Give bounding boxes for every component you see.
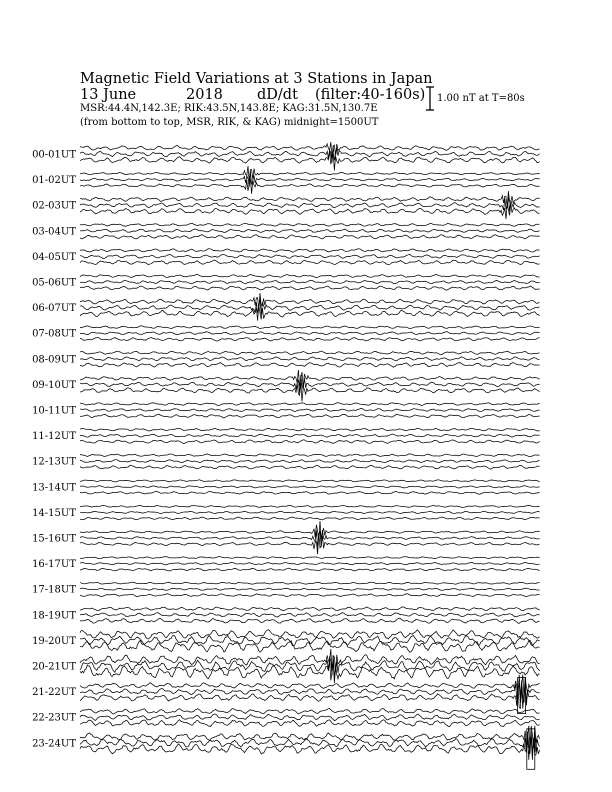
trace-kag [80,491,540,494]
trace-kag [80,235,540,239]
row-label: 14-15UT [32,507,76,519]
trace-rik [80,588,540,590]
trace-rik [80,146,540,162]
trace-rik [80,357,540,361]
trace-rik [80,562,540,564]
row-label: 01-02UT [32,175,76,187]
trace-msr [80,557,540,559]
trace-msr [80,249,540,252]
trace-kag [80,151,540,170]
row-label: 07-08UT [32,328,76,340]
trace-msr [80,428,540,431]
date-year: 2018 [186,87,223,103]
date-day: 13 June [80,87,137,103]
trace-kag [80,738,540,760]
row-label: 21-22UT [32,687,76,699]
trace-msr [80,454,540,457]
quantity-label: dD/dt [257,87,298,103]
row-label: 12-13UT [32,456,76,468]
trace-kag [80,594,540,597]
trace-rik [80,434,540,437]
row-label: 11-12UT [32,431,76,443]
trace-kag [80,414,540,418]
trace-msr [80,191,540,207]
trace-kag [80,661,540,683]
trace-kag [80,337,540,340]
trace-kag [80,533,540,554]
row-label: 00-01UT [32,149,76,161]
trace-rik [80,486,540,488]
trace-msr [80,505,540,507]
trace-rik [80,408,540,411]
scale-bar [426,87,434,110]
row-label: 17-18UT [32,584,76,596]
row-label: 09-10UT [32,379,76,391]
trace-kag [80,568,540,571]
trace-msr [80,630,540,639]
trace-rik [80,332,540,335]
trace-kag [80,465,540,469]
trace-msr [80,274,540,277]
row-label: 04-05UT [32,251,76,263]
row-label: 19-20UT [32,635,76,647]
trace-kag [80,687,540,709]
row-label: 20-21UT [32,661,76,673]
trace-kag [80,286,540,290]
trace-kag [80,440,540,444]
trace-rik [80,613,540,617]
trace-msr [80,326,540,329]
row-label: 13-14UT [32,482,76,494]
trace-rik [80,460,540,463]
chart-title: Magnetic Field Variations at 3 Stations in Japan [80,71,433,87]
trace-msr [80,142,540,158]
stations-line: MSR:44.4N,142.3E; RIK:43.5N,143.8E; KAG:31.5N,130.7E [80,103,378,114]
trace-rik [80,511,540,513]
trace-msr [80,351,540,354]
trace-msr [80,607,540,611]
trace-msr [80,480,540,482]
row-label: 18-19UT [32,610,76,622]
trace-msr [80,582,540,584]
trace-rik [80,655,540,676]
row-label: 23-24UT [32,738,76,750]
trace-kag [80,517,540,520]
row-label: 15-16UT [32,533,76,545]
row-label: 03-04UT [32,226,76,238]
trace-kag [80,203,540,219]
trace-rik [80,280,540,284]
trace-msr [80,709,540,714]
trace-rik [80,229,540,232]
trace-msr [80,726,540,748]
row-label: 06-07UT [32,303,76,315]
row-label: 02-03UT [32,200,76,212]
filter-label: (filter:40-160s) [315,87,426,103]
trace-rik [80,714,540,721]
trace-kag [80,362,540,367]
row-label: 16-17UT [32,559,76,571]
scale-bar-label: 1.00 nT at T=80s [437,93,525,104]
row-label: 10-11UT [32,405,76,417]
trace-msr [80,675,540,697]
trace-kag [80,618,540,623]
trace-msr [80,223,540,226]
trace-kag [80,179,540,194]
row-label: 22-23UT [32,712,76,724]
trace-kag [80,260,540,265]
order-note: (from bottom to top, MSR, RIK, & KAG) midnight=1500UT [80,117,379,128]
row-label: 08-09UT [32,354,76,366]
trace-kag [80,720,540,727]
trace-rik [80,255,540,259]
trace-msr [80,403,540,406]
row-label: 05-06UT [32,277,76,289]
